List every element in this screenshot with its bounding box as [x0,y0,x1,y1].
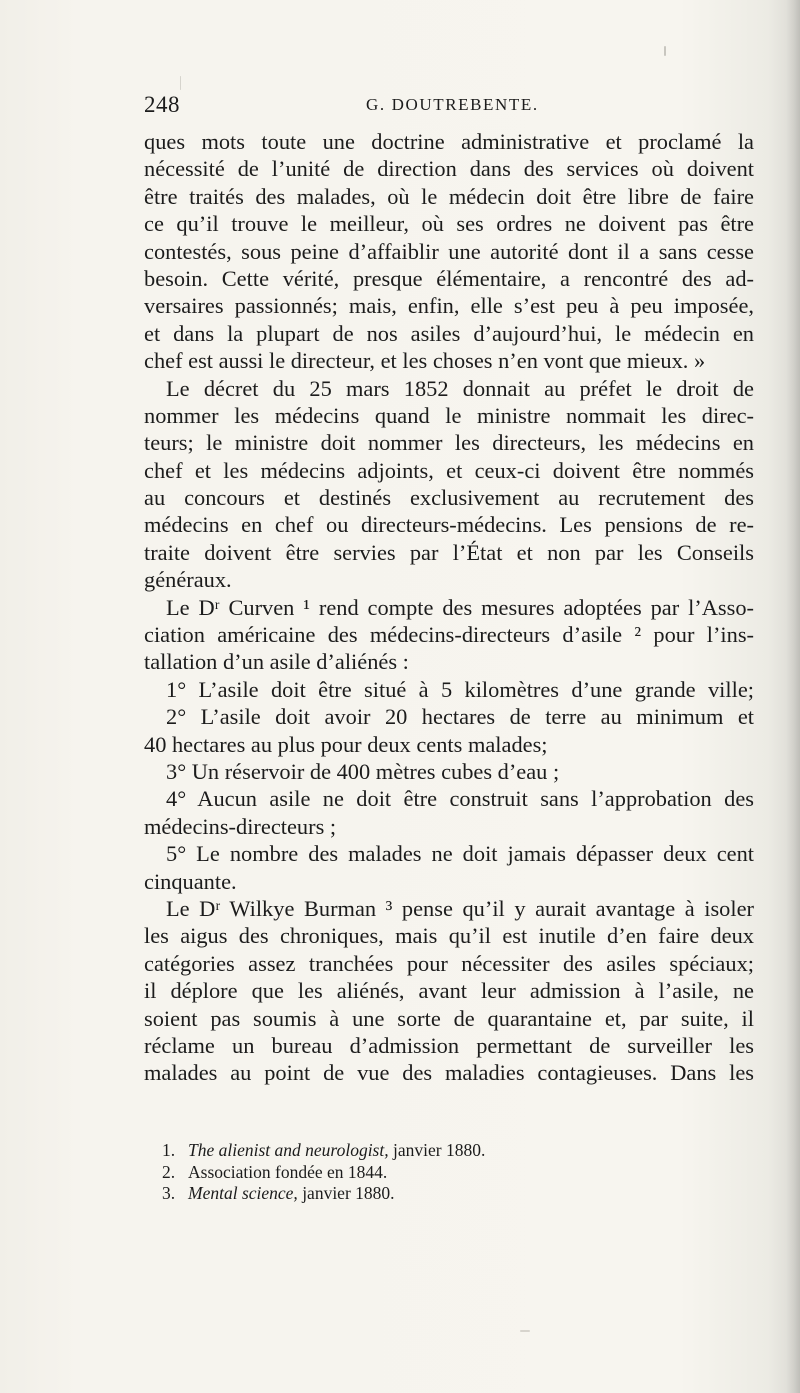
text-line: Le décret du 25 mars 1852 donnait au préfet le droit de [166,375,754,401]
footnote-number: 3. [162,1183,176,1203]
text-line: généraux. [144,567,232,593]
text-line: besoin. Cette vérité, presque élémentaire, a rencontré des ad- [144,265,754,291]
footnote-text: janvier 1880. [388,1140,486,1160]
text-line: ciation américaine des médecins-directeurs d’asile ² pour l’ins- [144,622,754,648]
scan-speck [180,76,181,90]
footnote [162,1162,722,1184]
text-line: cinquante. [144,868,237,894]
body-text [144,128,754,1087]
footnote [162,1140,722,1162]
text-line: nommer les médecins quand le ministre nommait les direc- [144,402,754,428]
text-line: médecins-directeurs ; [144,813,337,839]
footnote [162,1183,722,1205]
page-header [144,92,754,122]
text-line: au concours et destinés exclusivement au recrutement des [144,485,754,511]
text-line: réclame un bureau d’admission permettant de surveiller les [144,1032,754,1058]
text-line: il déplore que les aliénés, avant leur admission à l’asile, ne [144,978,754,1004]
text-line: médecins en chef ou directeurs-médecins. Les pensions de re- [144,512,754,538]
text-line: et dans la plupart de nos asiles d’aujourd’hui, le médecin en [144,320,754,346]
footnote-title: Mental science, [188,1183,298,1203]
text-line: tallation d’un asile d’aliénés : [144,649,409,675]
text-line: Le Dʳ Curven ¹ rend compte des mesures adoptées par l’Asso- [166,594,754,620]
text-line: soient pas soumis à une sorte de quarantaine et, par suite, il [144,1005,754,1031]
text-line: ques mots toute une doctrine administrative et proclamé la [144,129,754,154]
text-line: ce qu’il trouve le meilleur, où ses ordres ne doivent pas être [144,211,754,237]
text-line: chef et les médecins adjoints, et ceux-ci doivent être nommés [144,457,754,483]
text-line: teurs; le ministre doit nommer les directeurs, les médecins en [144,430,754,456]
text-line: 5° Le nombre des malades ne doit jamais dépasser deux cent [166,841,754,867]
text-line: versaires passionnés; mais, enfin, elle s’est peu à peu imposée, [144,293,754,319]
text-line: malades au point de vue des maladies contagieuses. Dans les [144,1060,754,1086]
page-edge-shadow [786,0,800,1393]
footnote-text: Association fondée en 1844. [188,1161,388,1182]
text-line: chef est aussi le directeur, et les choses n’en vont que mieux. » [144,348,706,374]
text-line: 4° Aucun asile ne doit être construit sans l’approbation des [166,786,754,812]
text-line: nécessité de l’unité de direction dans des services où doivent [144,156,754,182]
text-line: 2° L’asile doit avoir 20 hectares de terre au minimum et [166,704,754,730]
footnote-text: janvier 1880. [297,1183,395,1203]
running-head: G. DOUTREBENTE. [366,95,539,114]
text-line: les aigus des chroniques, mais qu’il est inutile d’en faire deux [144,923,754,949]
text-line: 1° L’asile doit être situé à 5 kilomètres d’une grande ville; [166,676,754,702]
footnotes [162,1140,722,1205]
text-line: traite doivent être servies par l’État et non par les Conseils [144,539,754,565]
text-line: contestés, sous peine d’affaiblir une autorité dont il a sans cesse [144,238,754,264]
text-line: Le Dʳ Wilkye Burman ³ pense qu’il y aurait avantage à isoler [166,895,754,921]
footnote-number: 1. [162,1140,176,1160]
scan-speck [664,46,666,56]
text-line: 40 hectares au plus pour deux cents malades; [144,731,548,757]
footnote-number: 2. [162,1161,176,1182]
text-line: 3° Un réservoir de 400 mètres cubes d’eau ; [166,758,560,784]
text-line: catégories assez tranchées pour nécessiter des asiles spéciaux; [144,950,754,976]
page-number: 248 [144,92,180,117]
scan-speck [520,1330,530,1332]
text-line: être traités des malades, où le médecin doit être libre de faire [144,183,754,209]
footnote-title: The alienist and neurologist, [188,1140,389,1160]
